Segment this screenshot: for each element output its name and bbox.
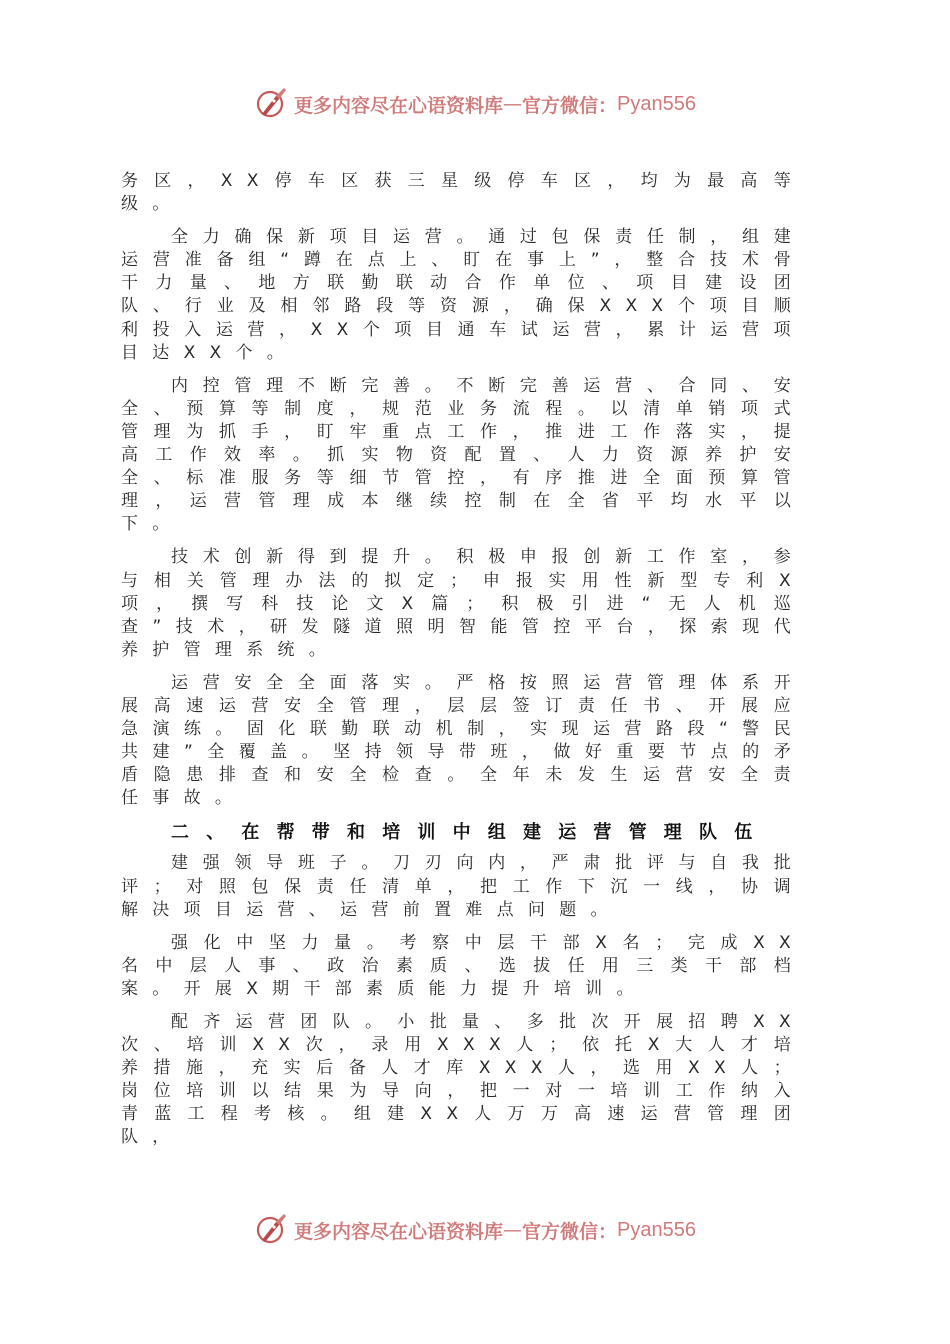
footer-watermark bbox=[0, 1210, 950, 1250]
banner-official-label: 官方微信： bbox=[522, 94, 618, 117]
pen-nib-logo-icon bbox=[254, 86, 290, 122]
banner-official-label: 官方微信： bbox=[522, 1220, 618, 1243]
paragraph-leadership: 建强领导班子。刀刃向内，严肃批评与自我批评；对照包保责任清单，把工作下沉一线，协调解决项目运营、运营前置难点问题。 bbox=[121, 853, 805, 920]
pen-nib-logo-icon bbox=[254, 1212, 290, 1248]
document-body bbox=[121, 170, 805, 1160]
paragraph-middle-cadre: 强化中坚力量。考察中层干部X名；完成XX名中层人事、政治素质、选拔任用三类干部档案。开展X期干部素质能力提升培训。 bbox=[121, 932, 805, 999]
header-watermark bbox=[0, 84, 950, 124]
paragraph-continuation: 务区，XX停车区获三星级停车区，均为最高等级。 bbox=[121, 171, 805, 215]
banner-wechat-id: Pyan556 bbox=[617, 1218, 696, 1241]
paragraph-ops-team: 配齐运营团队。小批量、多批次开展招聘XX次、培训XX次，录用XXX人；依托X大人才培养措施，充实后备人才库XXX人，选用XX人；岗位培训以结果为导向，把一对一培训工作纳入青蓝工程考核。组建XX人万万高速运营管理团队， bbox=[121, 1012, 805, 1148]
banner-slogan: 更多内容尽在心语资料库 bbox=[294, 1220, 504, 1243]
banner-separator: — bbox=[503, 1219, 523, 1241]
banner-slogan: 更多内容尽在心语资料库 bbox=[294, 94, 504, 117]
banner-separator: — bbox=[503, 93, 523, 115]
paragraph-internal-control: 内控管理不断完善。不断完善运营、合同、安全、预算等制度，规范业务流程。以清单销项式管理为抓手，盯牢重点工作，推进工作落实，提高工作效率。抓实物资配置、人力资源养护安全、标准服务等细节管控，有序推进全面预算管理，运营管理成本继续控制在全省平均水平以下。 bbox=[121, 375, 805, 535]
banner-wechat-id: Pyan556 bbox=[617, 92, 696, 115]
paragraph-tech-innovation: 技术创新得到提升。积极申报创新工作室，参与相关管理办法的拟定；申报实用性新型专利X项，撰写科技论文X篇；积极引进“无人机巡查”技术，研发隧道照明智能管控平台，探索现代养护管理系统。 bbox=[121, 547, 805, 660]
paragraph-new-projects: 全力确保新项目运营。通过包保责任制，组建运营准备组“蹲在点上、盯在事上”，整合技术骨干力量、地方联勤联动合作单位、项目建设团队、行业及相邻路段等资源，确保XXX个项目顺利投入运营，XX个项目通车试运营，累计运营项目达XX个。 bbox=[121, 227, 805, 363]
section-heading: 二、在帮带和培训中组建运营管理队伍 bbox=[171, 822, 770, 844]
paragraph-operation-safety: 运营安全全面落实。严格按照运营管理体系开展高速运营安全管理，层层签订责任书、开展应急演练。固化联勤联动机制，实现运营路段“警民共建”全覆盖。坚持领导带班，做好重要节点的矛盾隐患排查和安全检查。全年未发生运营安全责任事故。 bbox=[121, 672, 805, 809]
